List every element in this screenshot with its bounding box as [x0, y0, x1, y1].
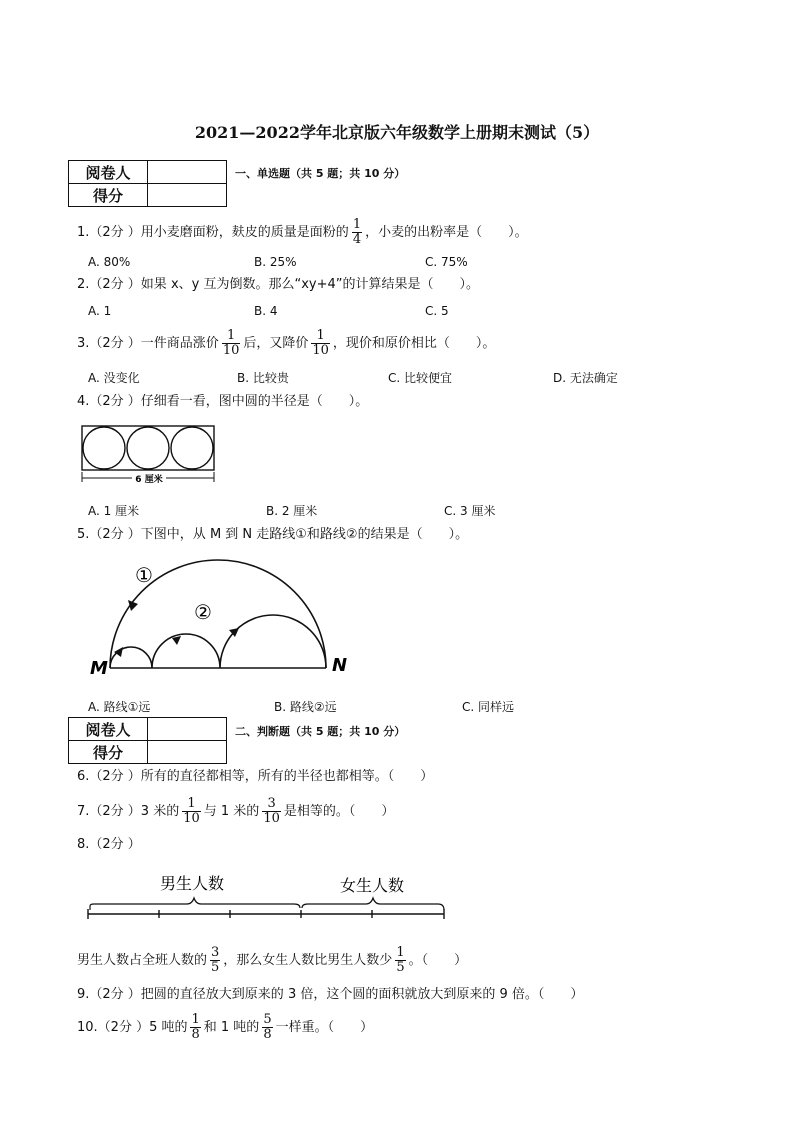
q3-option-c[interactable]: C. 比较便宜: [388, 371, 453, 385]
q1-fraction: [352, 218, 362, 247]
question-10: [77, 1013, 373, 1042]
question-8-statement: [77, 946, 467, 975]
q7-fraction-2: [262, 797, 281, 826]
score-label: 得分: [69, 184, 148, 207]
q3-text-mid: 后，又降价: [243, 336, 309, 351]
q8-frac1-num: 3: [211, 945, 220, 960]
section-heading-1: 一、单选题（共 5 题；共 10 分）: [235, 167, 406, 180]
score-field[interactable]: [148, 184, 227, 207]
question-7: [77, 797, 394, 826]
q10-fraction-2: [262, 1013, 272, 1042]
q8-girls-label: 女生人数: [339, 876, 405, 895]
q7-fraction-1: [182, 797, 201, 826]
q5-option-a[interactable]: A. 路线①远: [88, 700, 151, 714]
q5-route-2-arcs: [110, 615, 326, 668]
q3-frac1-den: 10: [222, 343, 240, 358]
q4-option-a[interactable]: A. 1 厘米: [88, 504, 140, 518]
q8-fraction-2: [395, 946, 405, 975]
q7-text-post: 是相等的。（ ）: [283, 804, 395, 819]
q4-circles-figure: [76, 422, 222, 488]
q3-frac2-num: 1: [311, 329, 330, 344]
q4-option-c[interactable]: C. 3 厘米: [444, 504, 496, 518]
score-field-2[interactable]: [148, 741, 227, 764]
q4-rectangle: [82, 426, 214, 470]
question-4: 4.（2分 ）仔细看一看，图中圆的半径是（ ）。: [77, 394, 369, 409]
q4-option-b[interactable]: B. 2 厘米: [266, 504, 318, 518]
q5-route-2-label: ②: [194, 600, 212, 624]
q3-fraction-2: [311, 329, 330, 358]
score-table-2: [68, 717, 227, 764]
q10-frac2-den: 8: [263, 1027, 272, 1042]
q7-frac1-num: 1: [182, 797, 201, 812]
q7-text-mid: 与 1 米的: [203, 804, 260, 819]
q1-frac-den: 4: [352, 232, 362, 247]
score-label-2: 得分: [69, 741, 148, 764]
q1-text-pre: 1.（2分 ）用小麦磨面粉，麸皮的质量是面粉的: [77, 225, 349, 240]
q4-circle-2: [127, 427, 169, 469]
q5-label-m: M: [90, 658, 108, 679]
q7-frac2-num: 3: [262, 797, 281, 812]
q8-frac1-den: 5: [211, 960, 220, 975]
q7-frac1-den: 10: [183, 811, 200, 826]
q8-girls-brace: [302, 898, 444, 910]
q10-frac1-den: 8: [191, 1027, 200, 1042]
q3-option-d[interactable]: D. 无法确定: [553, 371, 618, 385]
q7-text-pre: 7.（2分 ）3 米的: [77, 804, 180, 819]
q3-text-pre: 3.（2分 ）一件商品涨价: [77, 336, 219, 351]
q2-option-c[interactable]: C. 5: [425, 304, 449, 318]
question-5: 5.（2分 ）下图中，从 M 到 N 走路线①和路线②的结果是（ ）。: [77, 527, 469, 542]
q1-option-a[interactable]: A. 80%: [88, 255, 131, 269]
grader-field[interactable]: [148, 161, 227, 184]
question-3: [77, 329, 495, 358]
q8-segment-diagram: [82, 868, 452, 928]
q2-option-a[interactable]: A. 1: [88, 304, 112, 318]
q5-arrow-route-2b: [172, 636, 181, 645]
q8-frac2-num: 1: [396, 945, 405, 960]
q10-frac2-num: 5: [263, 1012, 272, 1027]
q3-fraction-1: [222, 329, 241, 358]
q3-option-a[interactable]: A. 没变化: [88, 371, 140, 385]
q3-option-b[interactable]: B. 比较贵: [237, 371, 289, 385]
page-title: 2021—2022学年北京版六年级数学上册期末测试（5）: [194, 123, 600, 142]
q3-text-post: ，现价和原价相比（ ）。: [332, 336, 496, 351]
q8-boys-brace: [90, 898, 300, 910]
question-8: 8.（2分 ）: [77, 837, 141, 852]
q7-frac2-den: 10: [263, 811, 280, 826]
q4-circle-3: [171, 427, 213, 469]
q1-option-c[interactable]: C. 75%: [425, 255, 468, 269]
question-6: 6.（2分 ）所有的直径都相等，所有的半径也都相等。（ ）: [77, 769, 434, 784]
q10-frac1-num: 1: [191, 1012, 200, 1027]
q3-frac2-den: 10: [312, 343, 329, 358]
q4-dimension-label: 6 厘米: [135, 475, 163, 485]
q8-text-mid: ，那么女生人数比男生人数少: [223, 953, 393, 968]
section-heading-2: 二、判断题（共 5 题；共 10 分）: [235, 725, 406, 738]
q1-text-post: ，小麦的出粉率是（ ）。: [365, 225, 528, 240]
question-9: 9.（2分 ）把圆的直径放大到原来的 3 倍，这个圆的面积就放大到原来的 9 倍。（ ）: [77, 987, 584, 1002]
q5-label-n: N: [332, 655, 348, 676]
q1-frac-num: 1: [352, 217, 362, 232]
q8-fraction-1: [210, 946, 220, 975]
q8-text-pre: 男生人数占全班人数的: [77, 953, 208, 968]
q5-option-b[interactable]: B. 路线②远: [274, 700, 337, 714]
grader-field-2[interactable]: [148, 718, 227, 741]
q2-option-b[interactable]: B. 4: [254, 304, 278, 318]
question-1: [77, 218, 528, 247]
q8-text-post: 。（ ）: [408, 953, 468, 968]
grader-label: 阅卷人: [69, 161, 148, 184]
score-table-1: [68, 160, 227, 207]
q1-option-b[interactable]: B. 25%: [254, 255, 297, 269]
q3-frac1-num: 1: [222, 329, 241, 344]
q8-boys-label: 男生人数: [159, 874, 225, 893]
q5-option-c[interactable]: C. 同样远: [462, 700, 515, 714]
q5-arrow-route-2a: [114, 647, 123, 657]
grader-label-2: 阅卷人: [69, 718, 148, 741]
q10-fraction-1: [190, 1013, 200, 1042]
q10-text-mid: 和 1 吨的: [203, 1020, 260, 1035]
q4-circle-1: [83, 427, 125, 469]
q10-text-post: 一样重。（ ）: [275, 1020, 374, 1035]
q10-text-pre: 10.（2分 ）5 吨的: [77, 1020, 188, 1035]
question-2: 2.（2分 ）如果 x、y 互为倒数。那么“xy+4”的计算结果是（ ）。: [77, 277, 479, 292]
q8-frac2-den: 5: [396, 960, 405, 975]
q5-routes-figure: [76, 556, 366, 682]
q5-route-1-label: ①: [135, 563, 153, 587]
